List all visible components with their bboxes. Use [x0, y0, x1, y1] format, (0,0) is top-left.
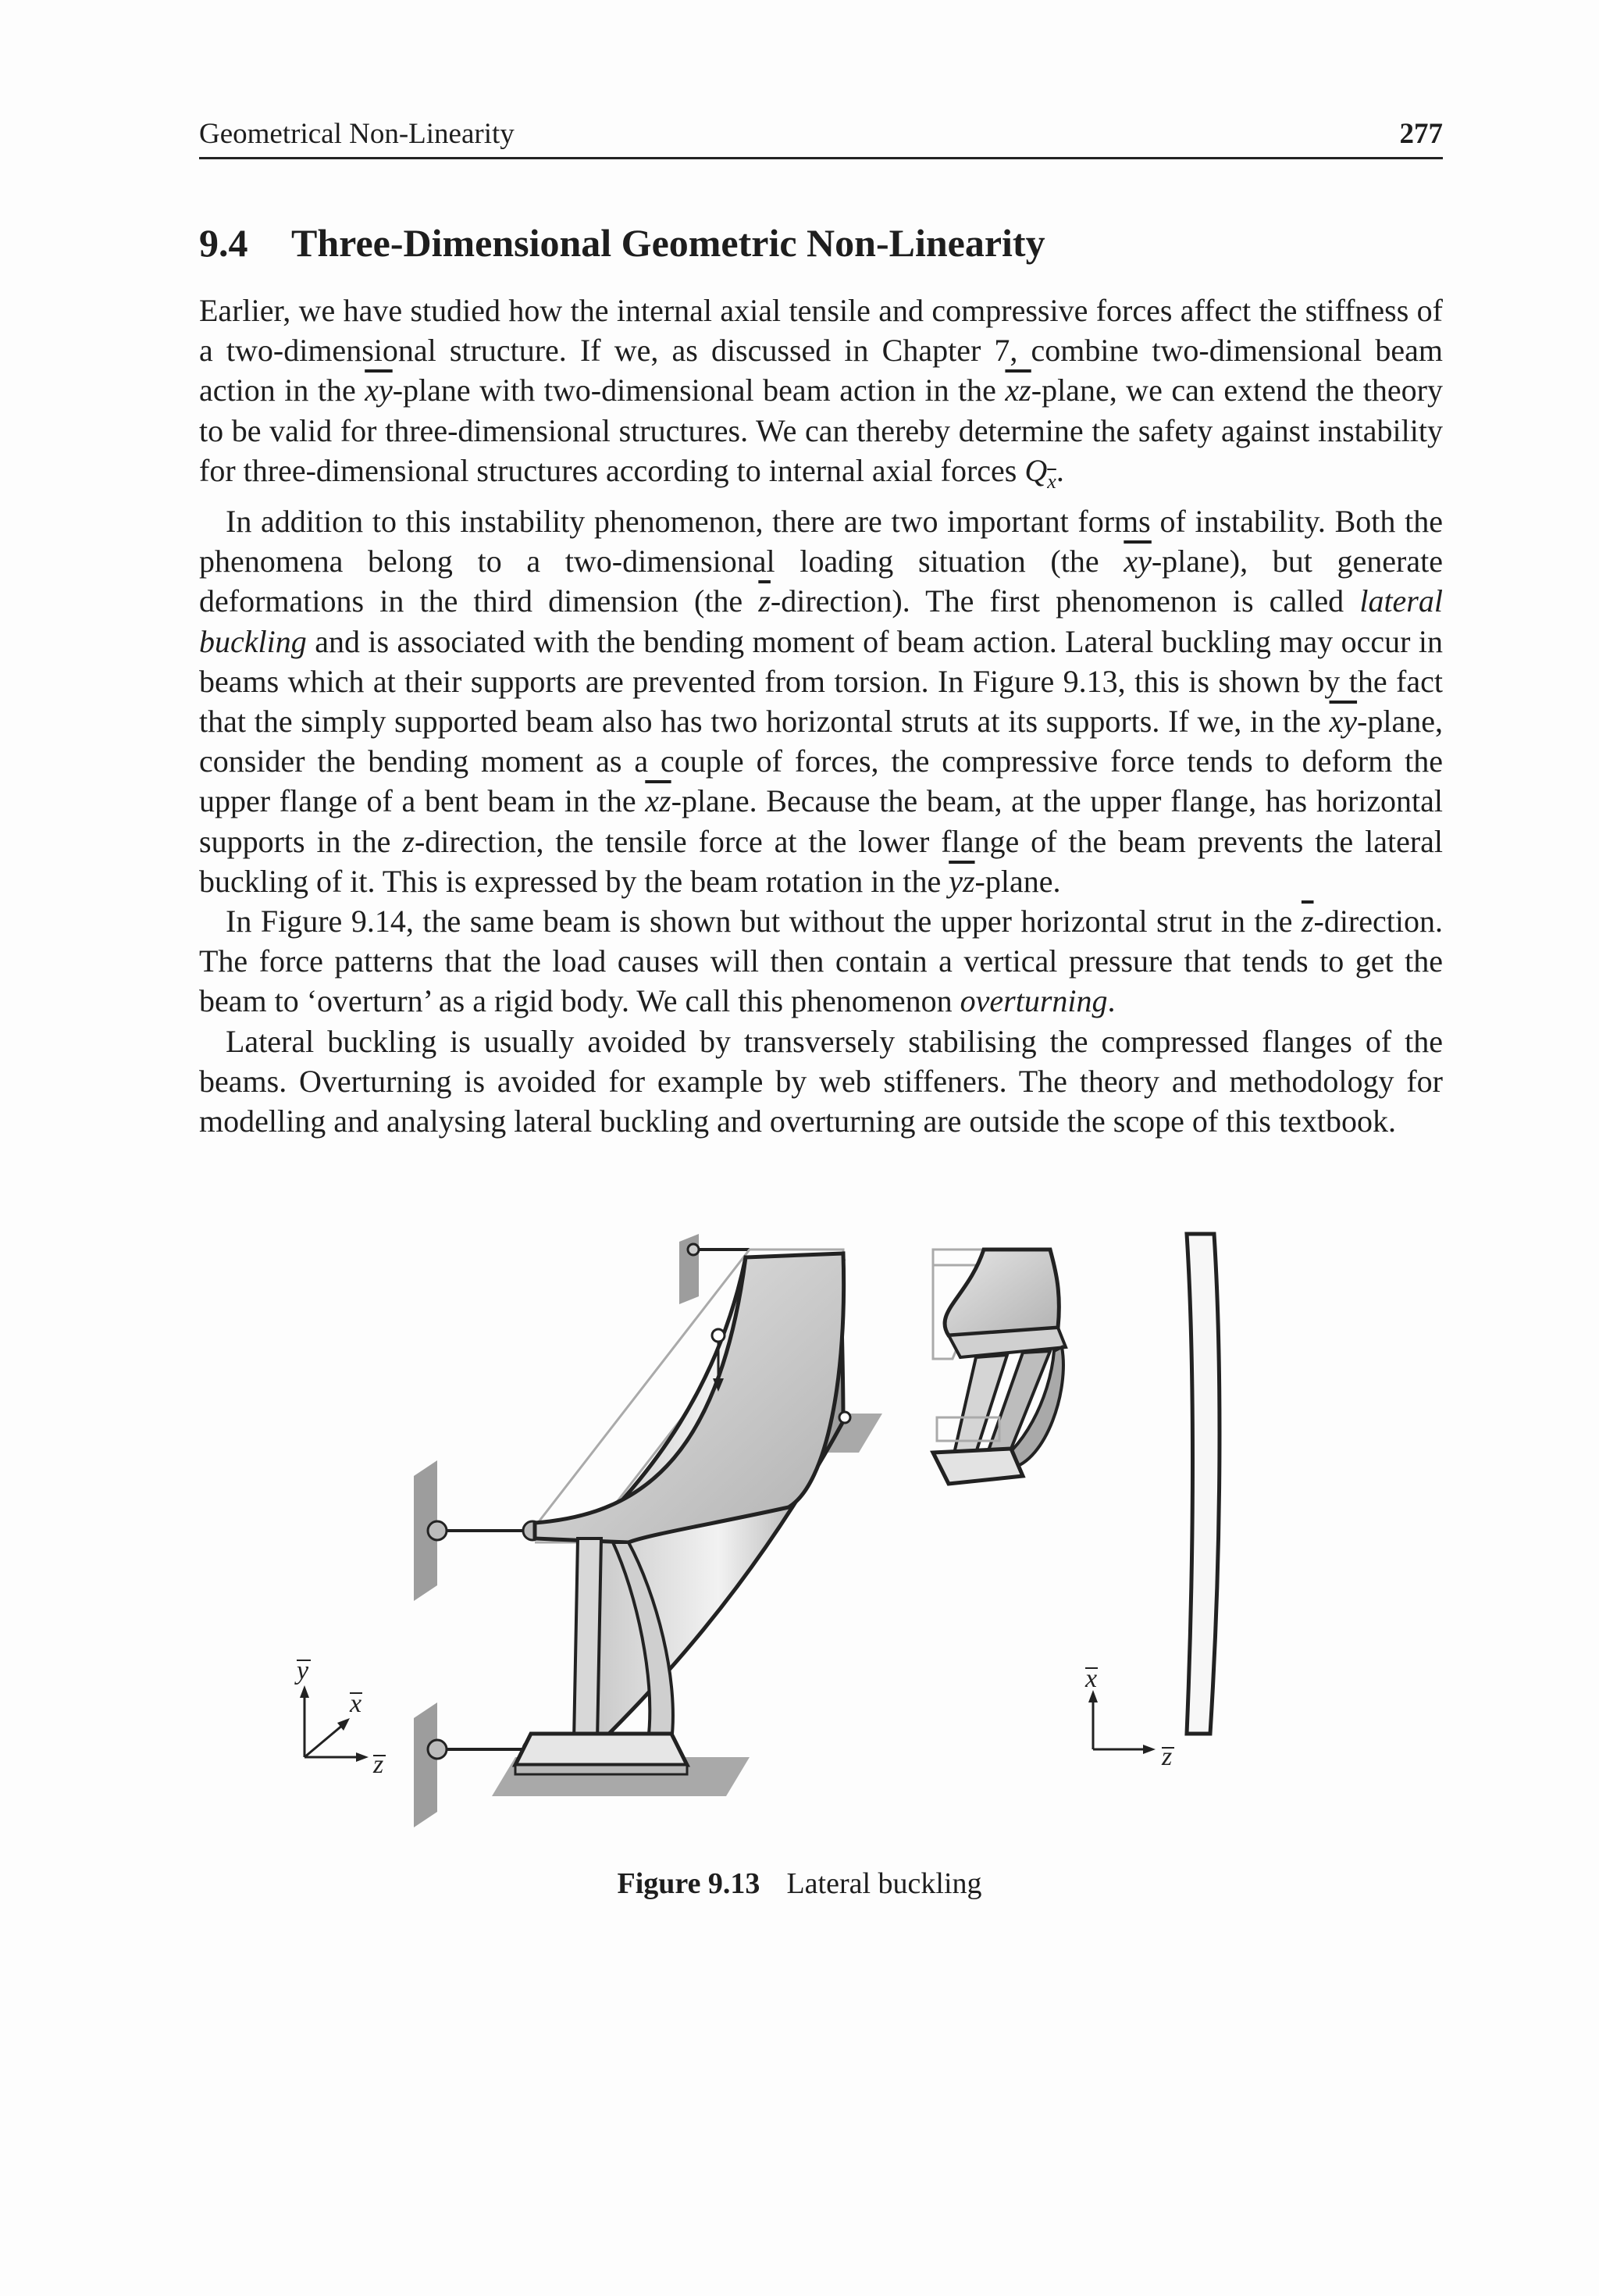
math-xy: $\overline{xy}$ — [1124, 544, 1152, 579]
page-header — [199, 117, 1443, 159]
math-xy: $\overline{xy}$ — [1329, 704, 1358, 740]
text-run: . — [1056, 452, 1064, 488]
math-q-subscript: x — [1047, 469, 1056, 493]
text-run: -plane with two-dimensional beam action in the — [392, 373, 1006, 408]
page-number: 277 — [1399, 118, 1443, 150]
math-xz: $\overline{xz}$ — [1005, 373, 1031, 408]
math-z: z — [402, 823, 415, 859]
section-heading — [199, 220, 1443, 266]
support-bearing — [839, 1412, 850, 1423]
axis-label-z-right: z — [1162, 1742, 1173, 1771]
axis-x-left — [304, 1724, 344, 1757]
text-run: . — [1107, 983, 1116, 1019]
paragraph-1 — [199, 291, 1443, 501]
section-number: 9.4 — [199, 221, 248, 265]
text-run: In Figure 9.14, the same beam is shown but without the upper horizontal strut in the — [226, 904, 1302, 939]
load-point — [712, 1329, 725, 1342]
strut-joint — [428, 1740, 447, 1759]
term-lateral-buckling: lateral buckling — [199, 583, 1443, 659]
paragraph-4: Lateral buckling is usually avoided by transversely stabilising the compressed flanges of the beams. Overturning is avoided for example by web stiffeners. The theory and methodology for modelling and analysing lateral buckling and overturning are outside the scope of this textbook. — [199, 1023, 1443, 1139]
term-overturning: overturning — [960, 983, 1108, 1019]
figure-caption — [0, 1866, 1599, 1901]
lateral-buckling-figure — [281, 1218, 1312, 1843]
math-z: $\overline{z}$ — [1301, 904, 1314, 939]
text-run: In addition to this instability phenomenon, there are two important forms of instability. Both the phenomena belong to a two-dimensional loading situation (the — [199, 504, 1443, 579]
axis-arrowhead — [1143, 1745, 1156, 1754]
text-run: -plane. Because the beam, at the upper flange, has horizontal supports in the — [199, 783, 1443, 859]
axis-label-y: y — [297, 1656, 309, 1685]
math-q: Q — [1024, 452, 1048, 488]
axis-label-x-right: x — [1085, 1664, 1098, 1693]
strut-joint — [428, 1521, 447, 1540]
math-z: $\overline{z}$ — [758, 583, 771, 619]
text-run: Earlier, we have studied how the internal axial tensile and compressive forces affect the stiffness of a two-dimensional structure. If we, as discussed in Chapter 7, combine two-dimensional beam action in the — [199, 293, 1443, 408]
plan-view-flange — [1187, 1234, 1220, 1734]
text-run: -direction. The force patterns that the load causes will then contain a vertical pressure that tends to get the beam to ‘overturn’ as a rigid body. We call this phenomenon — [199, 904, 1443, 1019]
text-run: -plane, we can extend the theory to be valid for three-dimensional structures. We can thereby determine the safety against instability for three-dimensional structures according to internal axial forces — [199, 373, 1443, 488]
paragraph-3 — [199, 901, 1443, 1021]
body-text — [199, 291, 1443, 1141]
running-title: Geometrical Non-Linearity — [199, 118, 515, 150]
figure-label: Figure 9.13 — [617, 1867, 760, 1900]
text-run: -plane), but generate deformations in the third dimension (the — [199, 544, 1444, 619]
text-run: -plane, consider the bending moment as a couple of forces, the compressive force tends to deform the upper flange of a bent beam in the — [199, 704, 1443, 819]
beam-bottom-flange-edge — [515, 1765, 687, 1774]
paragraph-2 — [199, 501, 1443, 901]
strut-joint — [688, 1244, 699, 1255]
figure-title: Lateral buckling — [786, 1867, 982, 1900]
text-run: -direction). The first phenomenon is called — [770, 583, 1360, 619]
math-xy: $\overline{xy}$ — [365, 373, 393, 408]
axis-label-z: z — [373, 1750, 384, 1779]
math-xz: $\overline{xz}$ — [645, 783, 671, 819]
math-yz: $\overline{yz}$ — [949, 863, 975, 899]
text-run: -plane. — [974, 863, 1061, 899]
beam-bottom-flange — [515, 1734, 687, 1765]
beam-end-section — [574, 1538, 601, 1742]
axis-arrowhead — [356, 1752, 369, 1762]
axis-arrowhead — [300, 1685, 309, 1698]
axis-label-x: x — [350, 1689, 362, 1718]
support-plate-bottom — [414, 1702, 437, 1827]
text-run: -direction, the tensile force at the lower flange of the beam prevents the lateral buckling of it. This is expressed by the beam rotation in the — [199, 823, 1444, 899]
text-run: and is associated with the bending moment of beam action. Lateral buckling may occur in beams which at their supports are prevented from torsion. In Figure 9.13, this is shown by the fact that the simply supported beam also has two horizontal struts at its supports. If we, in the — [199, 623, 1443, 740]
section-title: Three-Dimensional Geometric Non-Linearity — [291, 221, 1045, 265]
cross-section-view — [933, 1250, 1066, 1484]
